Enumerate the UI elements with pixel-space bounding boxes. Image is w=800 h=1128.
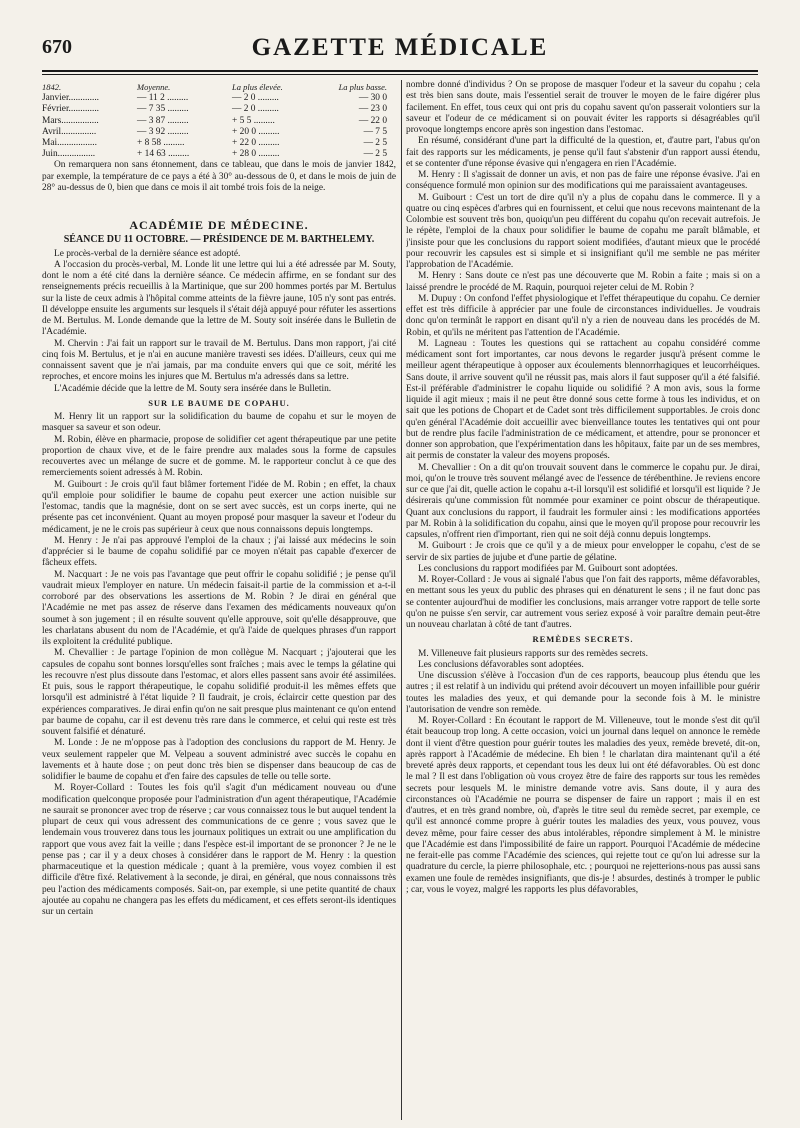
paragraph: M. Londe : Je ne m'oppose pas à l'adoption des conclusions du rapport de M. Henry. Je veux seulement rappeler que M. Velpeau a souvent administré avec succès le copahu en lavements et à haute dose ; on peut donc très bien se dispenser dans beaucoup de cas de solidifier le baume de copahu et d'en faire des capsules de telle ou telle sorte. xyxy=(42,738,396,783)
table-col-basse: La plus basse. xyxy=(338,82,387,92)
paragraph: M. Henry : Je n'ai pas approuvé l'emploi de la chaux ; j'ai laissé aux médecins le soin d'apprécier si le baume de copahu solidifié par ce moyen n'était pas capable d'exercer de fâcheux effets. xyxy=(42,535,396,569)
paragraph: Le procès-verbal de la dernière séance est adopté. xyxy=(54,248,241,259)
paragraph: Les conclusions défavorables sont adoptées. xyxy=(418,659,584,670)
paragraph: L'Académie décide que la lettre de M. Souty sera insérée dans le Bulletin. xyxy=(54,383,332,394)
paragraph: M. Guibourt : Je crois qu'il faut blâmer fortement l'idée de M. Robin ; en effet, la chaux qu'il emploie pour solidifier le baume de copahu peut exercer une action nuisible sur l'estomac, tandis que la magnésie, dont on se sert avec succès, est un corps inerte, qui ne présente pas cet inconvénient. Quant au moyen proposé pour masquer la saveur et l'odeur du médicament, je ne le crois pas supérieur à ceux que nous connaissons depuis longtemps. xyxy=(42,479,396,535)
paragraph: nombre donné d'individus ? On se propose de masquer l'odeur et la saveur du copahu ; cela est très bien sans doute, mais l'essentiel serait de trouver le moyen de le faire digérer plus facilement. En effet, tous ceux qui ont pris du copahu savent qu'on passerait volontiers sur la saveur et l'odeur de ce médicament si on pouvait éviter les rapports si désagréables qu'il provoque longtemps encore après son ingestion dans l'estomac. xyxy=(406,80,760,135)
sub-heading: SUR LE BAUME DE COPAHU. xyxy=(148,397,290,408)
paragraph: M. Robin, élève en pharmacie, propose de solidifier cet agent thérapeutique par une petite proportion de chaux vive, et de le faire prendre aux malades sous la forme de capsules recouvertes avec un mélange de sucre et de gomme. M. le rapporteur conclut à ce que des remerciements soient adressés à M. Robin. xyxy=(42,434,396,479)
paragraph: M. Royer-Collard : Je vous ai signalé l'abus que l'on fait des rapports, même défavorables, en mettant sous les yeux du public des phrases qui en dénaturent le sens ; il ne faut donc pas se contenter aujourd'hui de modifier les conclusions, mais arranger votre rapport de telle sorte qu'on ne puisse s'en servir, car autrement vous seriez exposé à voir paraître demain peut-être un nouveau charlatan à côté de tant d'autres. xyxy=(406,575,760,630)
paragraph: M. Royer-Collard : En écoutant le rapport de M. Villeneuve, tout le monde s'est dit qu'il était beaucoup trop long. A cette occasion, voici un journal dans lequel on annonce le remède dont il vient d'être question pour guérir toutes les maladies des yeux, remède breveté, dit-on, après rapport à l'Académie de médecine. Eh bien ! le charlatan dira maintenant qu'il a été breveté après deux rapports, et cependant tous les deux lui ont été défavorables. Où est donc le mal ? Il est dans l'obligation où vous croyez être de faire des rapports sur tous les remèdes secrets pour lesquels M. le ministre demande votre avis. Sans doute, il y aura des circonstances où l'Académie ne pourra se dispenser de faire un rapport ; mais il en est d'autres, et en très grand nombre, où, d'après le titre seul du remède secret, par exemple, ce qu'il est annoncé comme propre à guérir toutes les maladies des yeux, vous pouvez, vous devez même, pour faire cesser des abus intolérables, répondre simplement à M. le ministre que l'Académie est dans l'impossibilité de faire un rapport. Pourquoi l'Académie de médecine ne ferait-elle pas comme l'Académie des sciences, qui rejette tout ce qu'on lui adresse sur la quadrature du cercle, la pierre philosophale, etc. ; pourquoi ne rejetterions-nous pas aussi sans examen une foule de remèdes insignifiants, que dis-je ! absurdes, destinés à tromper le public ; car, vous le voyez, malgré les rapports les plus défavorables, xyxy=(406,716,760,895)
paragraph: M. Henry : Sans doute ce n'est pas une découverte que M. Robin a faite ; mais si on a laissé prendre le procédé de M. Raquin, pourquoi rejeter celui de M. Robin ? xyxy=(406,271,760,293)
paragraph: M. Chevallier : On a dit qu'on trouvait souvent dans le commerce le copahu pur. Je dirai, moi, qu'on le trouve très souvent mélangé avec de l'essence de térébenthine. Je reviens encore sur ce que j'ai dit, quelle action le copahu a-t-il lorsqu'il est solidifié et lorsqu'il est liquide ? Je désirerais qu'une commission fût nommée pour examiner ce point obscur de thérapeutique. Quant aux conclusions du rapport, il faudrait les formuler ainsi : les modifications apportées par M. Robin à la solidification du copahu, ainsi que le moyen qu'il propose pour recouvrir les capsules, n'offrent rien d'important, rien qui ne soit déjà connu depuis longtemps. xyxy=(406,462,760,540)
page-number: 670 xyxy=(42,36,72,58)
section-title: ACADÉMIE DE MÉDECINE. xyxy=(129,218,309,233)
paragraph: Une discussion s'élève à l'occasion d'un de ces rapports, beaucoup plus étendu que les autres ; il est relatif à un individu qui prétend avoir découvert un moyen infaillible pour guérir toutes les maladies des yeux, et qui demande pour la seconde fois à M. le ministre l'autorisation de vendre son remède. xyxy=(406,671,760,715)
table-col-moyenne: Moyenne. xyxy=(137,82,171,92)
paragraph: M. Dupuy : On confond l'effet physiologique et l'effet thérapeutique du copahu. Ce dernier effet est très difficile à apprécier par une foule de circonstances individuelles. Je voudrais donc qu'on terminât le rapport en disant qu'il n'y a rien de nouveau dans les procédés de M. Robin, et qu'ils ne méritent pas l'attention de l'Académie. xyxy=(406,293,760,338)
page-header xyxy=(0,0,800,64)
paragraph: Les conclusions du rapport modifiées par M. Guibourt sont adoptées. xyxy=(418,563,678,574)
header-rule-thin xyxy=(42,74,758,75)
table-row: Janvier............. — 11 2 ......... — 2 0 ......... — 30 0 xyxy=(42,93,387,104)
paragraph: M. Henry lit un rapport sur la solidification du baume de copahu et sur le moyen de masquer sa saveur et son odeur. xyxy=(42,412,396,434)
paragraph: M. Lagneau : Toutes les questions qui se rattachent au copahu considéré comme médicament sont fort importantes, car nous devons le regarder jusqu'à présent comme le meilleur agent thérapeutique à opposer aux écoulements blennorrhagiques et leucorrhéiques. Sans doute, il arrive souvent qu'il ne réussit pas, mais alors il faut supposer qu'il a été falsifié. Est-il préférable d'administrer le copahu liquide ou solidifié ? A mon avis, sous la forme liquide il agit mieux ; mais il ne peut être donné sous cette forme à tous les individus, et on sait que les potions de Chopart et de Cadet sont très difficilement supportables. Je crois donc qu'en général l'Académie doit accueillir avec bienveillance toutes les tentatives qui ont pour but de rendre plus facile l'administration de ce médicament, et attendre, pour se prononcer et donner son approbation, que l'expérimentation dans les hôpitaux, faite par un de ses membres, ait permis de constater la valeur des moyens proposés. xyxy=(406,338,760,462)
paragraph: En résumé, considérant d'une part la difficulté de la question, et, d'autre part, l'abus qu'on fait des rapports sur les médicaments, je pense qu'il faut s'abstenir d'un rapport aussi étendu, et se contenter d'une réponse évasive qui n'engagera en rien l'Académie. xyxy=(406,136,760,169)
sub-heading: REMÈDES SECRETS. xyxy=(532,634,634,645)
table-row: Mai................. + 8 58 ......... + 22 0 ......... — 2 5 xyxy=(42,138,387,149)
table-header xyxy=(42,82,396,93)
table-row: Mars................ — 3 87 ......... + 5 5 ......... — 22 0 xyxy=(42,115,387,126)
table-row: Février............. — 7 35 ......... — 2 0 ......... — 23 0 xyxy=(42,104,387,115)
paragraph: M. Chevallier : Je partage l'opinion de mon collègue M. Nacquart ; j'ajouterai que les capsules de copahu sont bonnes lorsqu'elles sont fraîches ; mais avec le temps la gélatine qui les recouvre n'est plus dissoute dans l'estomac, et alors elles passent sans avoir été assimilées. Et puis, sous le rapport thérapeutique, le copahu solidifié produit-il les mêmes effets que lorsqu'il est administré à l'état liquide ? Il faudrait, je crois, éclaircir cette question par des expériences comparatives. Je dirai enfin qu'on ne sait presque plus maintenant ce qu'on entend par baume de copahu, car il est devenu très rare dans le commerce, et celui qui reste est très souvent falsifié et dénaturé. xyxy=(42,648,396,738)
paragraph: On remarquera non sans étonnement, dans ce tableau, que dans le mois de janvier 1842, par exemple, la température de ce pays a été à 30° au-dessous de 0, et dans le mois de juin de 28° au-dessus de 0, bien que dans ce mois il ait tombé trois fois de la neige. xyxy=(42,160,396,193)
paragraph: M. Royer-Collard : Toutes les fois qu'il s'agit d'un médicament nouveau ou d'une modification quelconque proposée pour l'administration d'un agent thérapeutique, l'Académie ne saurait se prononcer avec trop de réserve ; car vous connaissez tous le but auquel tendent la plupart de ceux qui vous adressent des communications de ce genre ; vous savez que le lendemain vous trouverez dans tous les journaux politiques un extrait ou une amplification du rapport que vous avez fait la veille ; dans l'espèce est-il important de se prononcer ? Je ne le pense pas ; car il y a deux choses à considérer dans le rapport de M. Henry : la question pharmaceutique et la question médicale ; quant à la première, vous voyez combien il est difficile d'être fixé. Relativement à la seconde, je dirai, en général, que nous connaissons très peu l'action des médicaments composés. Sait-on, par exemple, si une petite quantité de chaux ajoutée au copahu ne changera pas les effets du médicament, et ces effets seront-ils identiques sur un certain xyxy=(42,783,396,918)
paragraph: M. Nacquart : Je ne vois pas l'avantage que peut offrir le copahu solidifié ; je pense qu'il vaudrait mieux l'employer en nature. Un médecin faisait-il partie de la commission et a-t-il corroboré par des observations les assertions de M. Robin ? Je dirai en général que l'Académie ne met pas assez de réserve dans l'examen des médicaments nouveaux qu'on soumet à son jugement ; il en résulte souvent qu'elle approuve, soit qu'elle désapprouve, que les charlatans abusent du nom de l'Académie, et qu'à l'aide de quelques phrases d'un rapport ils exploitent la crédulité publique. xyxy=(42,569,396,648)
journal-title: GAZETTE MÉDICALE xyxy=(251,34,549,61)
table-year: 1842. xyxy=(42,82,62,92)
paragraph: M. Guibourt : Je crois que ce qu'il y a de mieux pour envelopper le copahu, c'est de se servir de six parties de jujube et d'une partie de gélatine. xyxy=(406,541,760,563)
table-row: Juin................ + 14 63 ......... + 28 0 ......... — 2 5 xyxy=(42,149,387,160)
left-column xyxy=(42,80,396,1120)
paragraph: M. Chervin : J'ai fait un rapport sur le travail de M. Bertulus. Dans mon rapport, j'ai cité cinq fois M. Bertulus, et je n'ai en aucune manière travesti ses idées. D'ailleurs, ceux qui me connaissent savent que je n'ai jamais, par ma conduite envers qui que ce soit, mérité les reproches, et encore moins les injures que M. Bertulus m'a adressés dans sa lettre. xyxy=(42,338,396,383)
section-subtitle: SÉANCE DU 11 OCTOBRE. — PRÉSIDENCE DE M. BARTHELEMY. xyxy=(63,234,375,246)
right-column xyxy=(406,80,760,1120)
paragraph: M. Guibourt : C'est un tort de dire qu'il n'y a plus de copahu dans le commerce. Il y a quatre ou cinq espèces d'arbres qui en fournissent, et celui que nous recevons maintenant de la Colombie est souvent très bon, quoiqu'un peu différent du copahu qu'on recevait autrefois. Je le répète, l'emploi de la chaux pour solidifier le baume de copahu me paraît blâmable, et j'insiste pour que les conclusions du rapport soient modifiées, d'autant mieux que le procédé pour recouvrir les capsules est si simple et si insignifiant qu'il me semble ne pas mériter l'approbation de l'Académie. xyxy=(406,192,760,270)
column-separator xyxy=(401,80,402,1120)
paragraph: M. Henry : Il s'agissait de donner un avis, et non pas de faire une réponse évasive. J'ai en conséquence formulé mon opinion sur des modifications qui me paraissaient avantageuses. xyxy=(406,170,760,192)
header-rule xyxy=(42,70,758,72)
table-col-haute: La plus élevée. xyxy=(232,82,283,92)
paragraph: M. Villeneuve fait plusieurs rapports sur des remèdes secrets. xyxy=(418,648,648,659)
table-row: Avril............... — 3 92 ......... + 20 0 ......... — 7 5 xyxy=(42,126,387,137)
paragraph: A l'occasion du procès-verbal, M. Londe lit une lettre qui lui a été adressée par M. Souty, dont le nom a été cité dans la dernière séance. Ce médecin affirme, en se fondant sur des renseignements précis recueillis à la Martinique, que sur 200 hommes portés par M. Bertulus sur la liste de ceux admis à l'hôpital comme atteints de la fièvre jaune, 105 n'y sont pas entrés. Il développe ensuite les arguments sur lesquels il s'était déjà appuyé pour réfuter les assertions de M. Bertulus. M. Londe demande que la lettre de M. Souty soit insérée dans le Bulletin de l'Académie. xyxy=(42,259,396,338)
